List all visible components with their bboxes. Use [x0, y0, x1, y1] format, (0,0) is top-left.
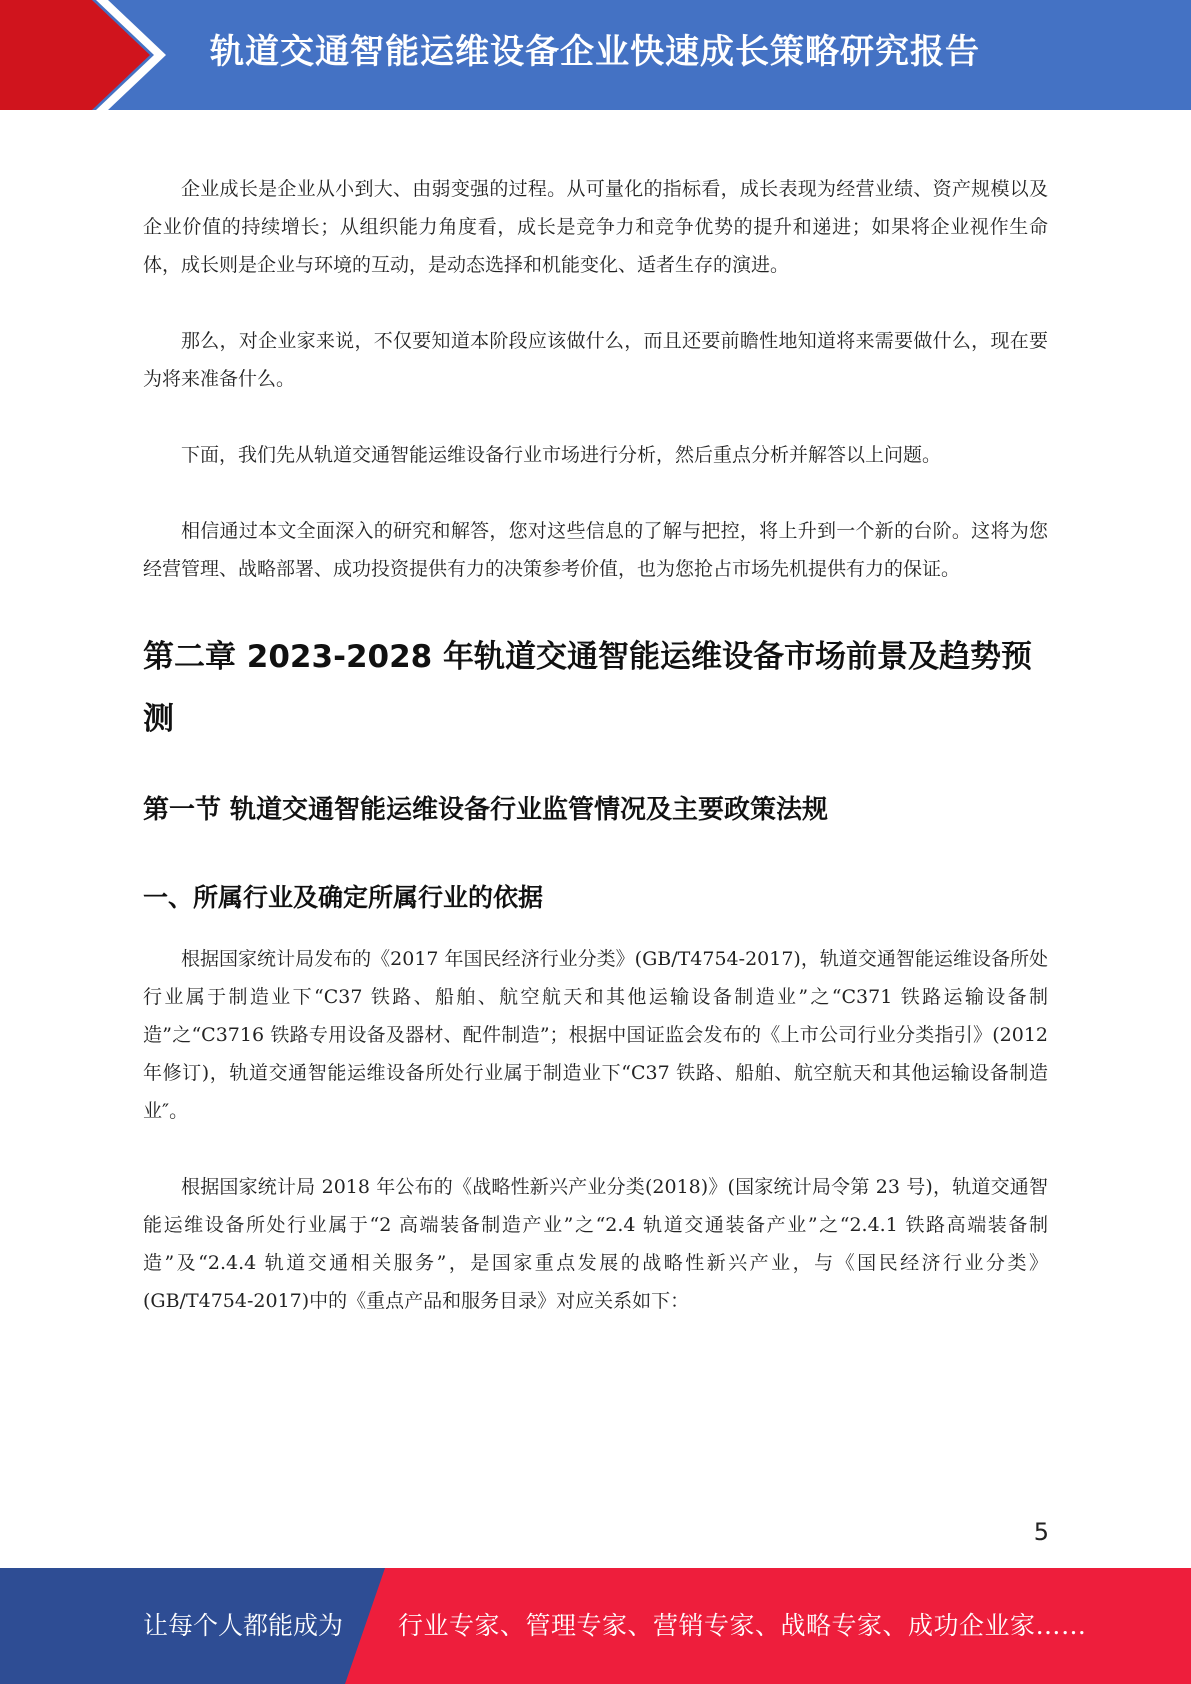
- header-banner: [0, 0, 1191, 110]
- page-number: 5: [1033, 1518, 1049, 1546]
- footer-slogan-right: 行业专家、管理专家、营销专家、战略专家、成功企业家……: [398, 1611, 1087, 1640]
- intro-paragraph-4: 相信通过本文全面深入的研究和解答，您对这些信息的了解与把控，将上升到一个新的台阶。这将为您经营管理、战略部署、成功投资提供有力的决策参考价值，也为您抢占市场先机提供有力的保证。: [143, 520, 1048, 580]
- intro-paragraph-3: 下面，我们先从轨道交通智能运维设备行业市场进行分析，然后重点分析并解答以上问题。: [181, 444, 942, 466]
- intro-paragraph-2: 那么，对企业家来说，不仅要知道本阶段应该做什么，而且还要前瞻性地知道将来需要做什么，现在要为将来准备什么。: [143, 330, 1048, 390]
- document-body: [143, 170, 1048, 1358]
- subsection-title: 一、所属行业及确定所属行业的依据: [143, 883, 544, 912]
- footer-banner: [0, 1568, 1191, 1684]
- chapter-title: 第二章 2023-2028 年轨道交通智能运维设备市场前景及趋势预测: [143, 639, 1033, 737]
- report-title: 轨道交通智能运维设备企业快速成长策略研究报告: [210, 32, 980, 72]
- section-title: 第一节 轨道交通智能运维设备行业监管情况及主要政策法规: [143, 795, 829, 825]
- intro-paragraph-1: 企业成长是企业从小到大、由弱变强的过程。从可量化的指标看，成长表现为经营业绩、资产规模以及企业价值的持续增长；从组织能力角度看，成长是竞争力和竞争优势的提升和递进；如果将企业视作生命体，成长则是企业与环境的互动，是动态选择和机能变化、适者生存的演进。: [143, 178, 1048, 276]
- body-paragraph-1: 根据国家统计局发布的《2017 年国民经济行业分类》(GB/T4754-2017)，轨道交通智能运维设备所处行业属于制造业下“C37 铁路、船舶、航空航天和其他运输设备制造业”之“C371 铁路运输设备制造”之“C3716 铁路专用设备及器材、配件制造”；根据中国证监会发布的《上市公司行业分类指引》(2012 年修订)，轨道交通智能运维设备所处行业属于制造业下“C37 铁路、船舶、航空航天和其他运输设备制造业″。: [143, 948, 1048, 1122]
- footer-slogan-left: 让每个人都能成为: [143, 1611, 344, 1640]
- body-paragraph-2: 根据国家统计局 2018 年公布的《战略性新兴产业分类(2018)》(国家统计局令第 23 号)，轨道交通智能运维设备所处行业属于“2 高端装备制造产业”之“2.4 轨道交通装备产业”之“2.4.1 铁路高端装备制造”及“2.4.4 轨道交通相关服务”，是国家重点发展的战略性新兴产业，与《国民经济行业分类》(GB/T4754-2017)中的《重点产品和服务目录》对应关系如下：: [143, 1176, 1048, 1312]
